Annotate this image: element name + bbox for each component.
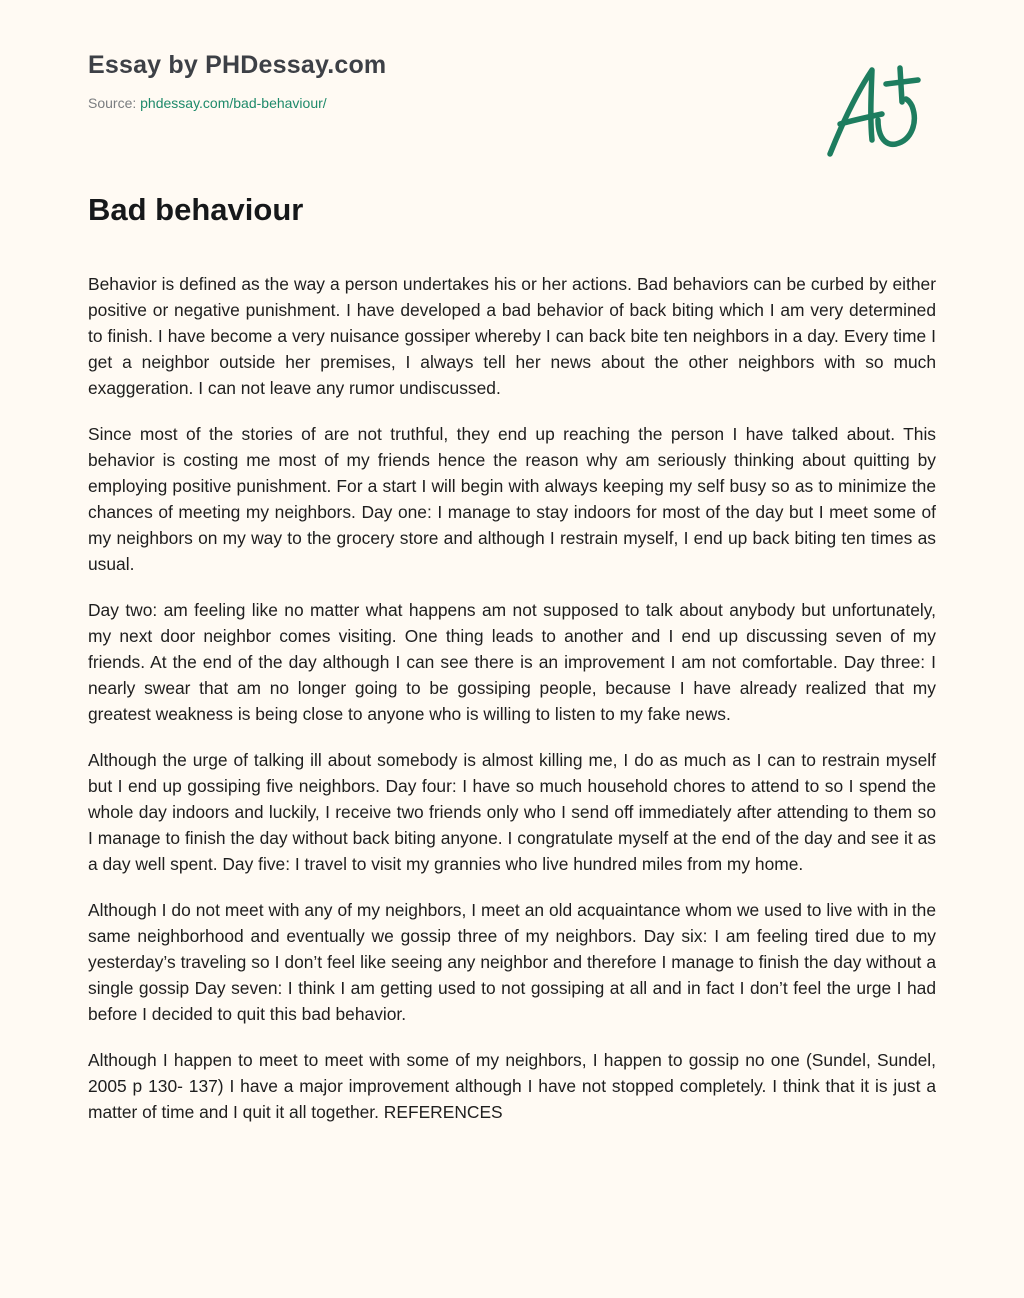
- source-link[interactable]: phdessay.com/bad-behaviour/: [140, 95, 327, 111]
- essay-title: Bad behaviour: [88, 192, 304, 227]
- source-label: Source:: [88, 95, 141, 111]
- source-line: [88, 93, 386, 113]
- site-title: Essay by PHDessay.com: [88, 51, 387, 79]
- paragraph: Behavior is defined as the way a person undertakes his or her actions. Bad behaviors can be curbed by either positive or negative punishment. I have developed a bad behavior of back biting which I am very determined to finish. I have become a very nuisance gossiper whereby I can back bite ten neighbors in a day. Every time I get a neighbor outside her premises, I always tell her news about the other neighbors with so much exaggeration. I can not leave any rumor undiscussed.: [88, 274, 936, 398]
- paragraph: Although I do not meet with any of my neighbors, I meet an old acquaintance whom we used to live with in the same neighborhood and eventually we gossip three of my neighbors. Day six: I am feeling tired due to my yesterday’s traveling so I don’t feel like seeing any neighbor and therefore I manage to finish the day without a single gossip Day seven: I think I am getting used to not gossiping at all and in fact I don’t feel the urge I had before I decided to quit this bad behavior.: [88, 900, 936, 1024]
- page-header: [88, 48, 386, 113]
- paragraph: Since most of the stories of are not truthful, they end up reaching the person I have talked about. This behavior is costing me most of my friends hence the reason why am seriously thinking about quitting by employing positive punishment. For a start I will begin with always keeping my self busy so as to minimize the chances of meeting my neighbors. Day one: I manage to stay indoors for most of the day but I meet some of my neighbors on my way to the grocery store and although I restrain myself, I end up back biting ten times as usual.: [88, 424, 936, 574]
- paragraph: Although I happen to meet to meet with some of my neighbors, I happen to gossip no one (Sundel, Sundel, 2005 p 130- 137) I have a major improvement although I have not stopped completely. I think that it is just a matter of time and I quit it all together. REFERENCES: [88, 1050, 936, 1122]
- paragraph: Although the urge of talking ill about somebody is almost killing me, I do as much as I can to restrain myself but I end up gossiping five neighbors. Day four: I have so much household chores to attend to so I spend the whole day indoors and luckily, I receive two friends only who I send off immediately after attending to them so I manage to finish the day without back biting anyone. I congratulate myself at the end of the day and see it as a day well spent. Day five: I travel to visit my grannies who live hundred miles from my home.: [88, 750, 936, 874]
- a-plus-grade-icon: [822, 62, 932, 162]
- essay-body: [88, 271, 936, 1250]
- paragraph: Day two: am feeling like no matter what happens am not supposed to talk about anybody but unfortunately, my next door neighbor comes visiting. One thing leads to another and I end up discussing seven of my friends. At the end of the day although I can see there is an improvement I am not comfortable. Day three: I nearly swear that am no longer going to be gossiping people, because I have already realized that my greatest weakness is being close to anyone who is willing to listen to my fake news.: [88, 600, 936, 724]
